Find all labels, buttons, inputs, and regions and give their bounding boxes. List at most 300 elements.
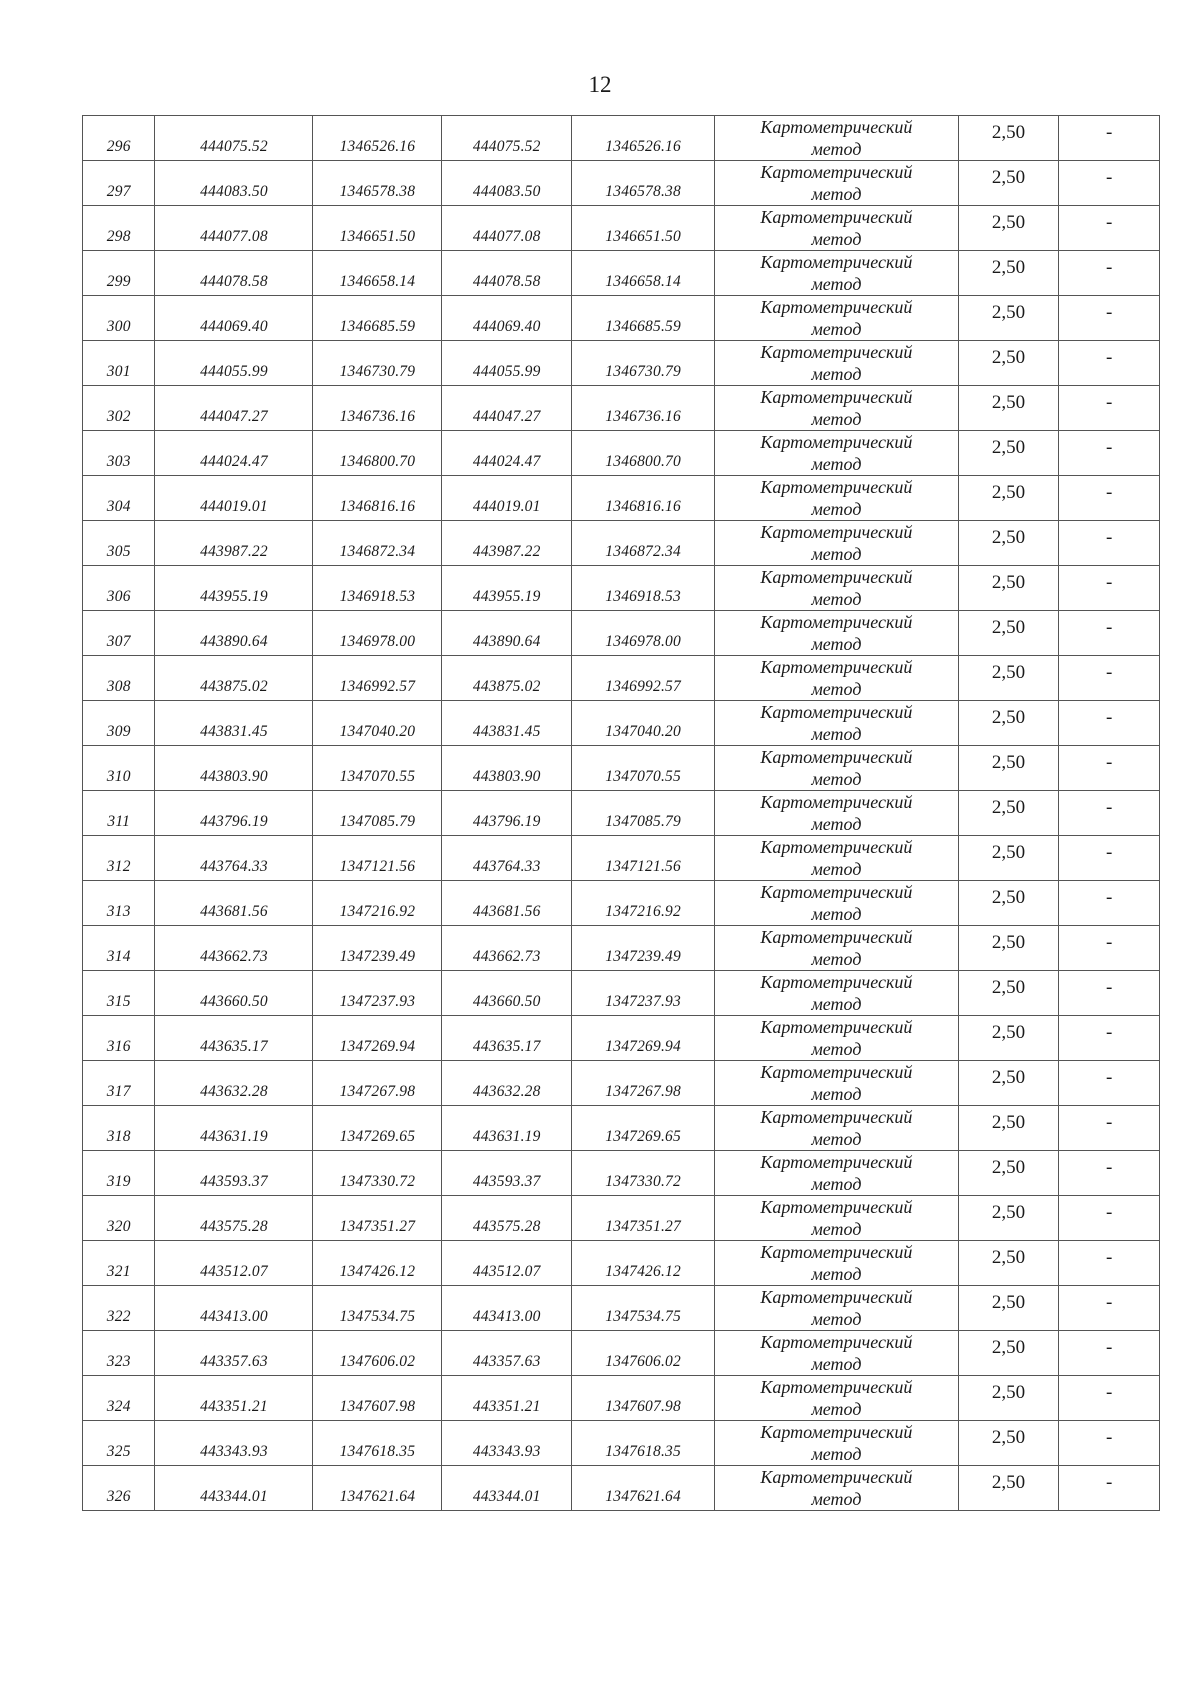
accuracy-cell: 2,50 (958, 476, 1059, 521)
method-line-1: Картометрический (760, 792, 913, 812)
method-line-2: метод (811, 1129, 862, 1149)
point-number-cell: 300 (83, 296, 155, 341)
description-cell: - (1059, 251, 1160, 296)
table-row (83, 431, 1160, 476)
method-line-1: Картометрический (760, 522, 913, 542)
x-old-cell: 444024.47 (155, 431, 313, 476)
table-row (83, 791, 1160, 836)
accuracy-cell: 2,50 (958, 836, 1059, 881)
y-old-cell: 1347618.35 (313, 1421, 442, 1466)
method-cell (715, 1421, 959, 1466)
method-cell (715, 206, 959, 251)
method-line-1: Картометрический (760, 702, 913, 722)
accuracy-cell: 2,50 (958, 881, 1059, 926)
method-line-2: метод (811, 1444, 862, 1464)
method-line-2: метод (811, 1219, 862, 1239)
x-new-cell: 444024.47 (442, 431, 572, 476)
accuracy-cell: 2,50 (958, 1286, 1059, 1331)
method-line-2: метод (811, 1084, 862, 1104)
x-new-cell: 443575.28 (442, 1196, 572, 1241)
x-new-cell: 443593.37 (442, 1151, 572, 1196)
accuracy-cell: 2,50 (958, 971, 1059, 1016)
method-line-1: Картометрический (760, 387, 913, 407)
description-cell: - (1059, 1376, 1160, 1421)
accuracy-cell: 2,50 (958, 656, 1059, 701)
method-line-2: метод (811, 904, 862, 924)
y-new-cell: 1347237.93 (572, 971, 715, 1016)
description-cell: - (1059, 161, 1160, 206)
method-cell (715, 746, 959, 791)
x-old-cell: 443631.19 (155, 1106, 313, 1151)
method-cell (715, 971, 959, 1016)
x-old-cell: 443955.19 (155, 566, 313, 611)
x-old-cell: 444047.27 (155, 386, 313, 431)
x-new-cell: 443955.19 (442, 566, 572, 611)
x-old-cell: 443681.56 (155, 881, 313, 926)
method-line-2: метод (811, 319, 862, 339)
y-new-cell: 1347239.49 (572, 926, 715, 971)
method-line-1: Картометрический (760, 162, 913, 182)
description-cell: - (1059, 1151, 1160, 1196)
method-line-1: Картометрический (760, 747, 913, 767)
method-cell (715, 611, 959, 656)
point-number-cell: 316 (83, 1016, 155, 1061)
y-new-cell: 1346651.50 (572, 206, 715, 251)
method-line-1: Картометрический (760, 1017, 913, 1037)
method-line-2: метод (811, 1489, 862, 1509)
method-cell (715, 431, 959, 476)
method-line-2: метод (811, 769, 862, 789)
point-number-cell: 298 (83, 206, 155, 251)
method-line-1: Картометрический (760, 117, 913, 137)
accuracy-cell: 2,50 (958, 791, 1059, 836)
y-old-cell: 1347070.55 (313, 746, 442, 791)
point-number-cell: 307 (83, 611, 155, 656)
point-number-cell: 302 (83, 386, 155, 431)
x-new-cell: 443632.28 (442, 1061, 572, 1106)
x-old-cell: 444075.52 (155, 116, 313, 161)
point-number-cell: 321 (83, 1241, 155, 1286)
table-row (83, 1151, 1160, 1196)
point-number-cell: 312 (83, 836, 155, 881)
method-line-1: Картометрический (760, 567, 913, 587)
accuracy-cell: 2,50 (958, 1466, 1059, 1511)
x-new-cell: 443660.50 (442, 971, 572, 1016)
y-new-cell: 1346978.00 (572, 611, 715, 656)
table-row (83, 1016, 1160, 1061)
y-new-cell: 1347040.20 (572, 701, 715, 746)
table-body (83, 116, 1160, 1511)
table-row (83, 1061, 1160, 1106)
x-new-cell: 443357.63 (442, 1331, 572, 1376)
table-row (83, 926, 1160, 971)
description-cell: - (1059, 566, 1160, 611)
method-line-1: Картометрический (760, 1062, 913, 1082)
accuracy-cell: 2,50 (958, 251, 1059, 296)
method-line-2: метод (811, 1039, 862, 1059)
method-line-1: Картометрический (760, 1332, 913, 1352)
method-line-1: Картометрический (760, 882, 913, 902)
point-number-cell: 310 (83, 746, 155, 791)
method-cell (715, 161, 959, 206)
method-line-1: Картометрический (760, 342, 913, 362)
method-line-1: Картометрический (760, 927, 913, 947)
y-old-cell: 1346658.14 (313, 251, 442, 296)
method-line-2: метод (811, 949, 862, 969)
method-line-1: Картометрический (760, 1242, 913, 1262)
y-old-cell: 1346730.79 (313, 341, 442, 386)
y-new-cell: 1347269.65 (572, 1106, 715, 1151)
description-cell: - (1059, 521, 1160, 566)
method-line-2: метод (811, 139, 862, 159)
description-cell: - (1059, 1016, 1160, 1061)
description-cell: - (1059, 1106, 1160, 1151)
y-old-cell: 1347040.20 (313, 701, 442, 746)
method-line-1: Картометрический (760, 1287, 913, 1307)
accuracy-cell: 2,50 (958, 206, 1059, 251)
y-old-cell: 1347239.49 (313, 926, 442, 971)
y-old-cell: 1347621.64 (313, 1466, 442, 1511)
x-old-cell: 443351.21 (155, 1376, 313, 1421)
method-line-1: Картометрический (760, 1107, 913, 1127)
table-row (83, 1196, 1160, 1241)
point-number-cell: 313 (83, 881, 155, 926)
x-old-cell: 443575.28 (155, 1196, 313, 1241)
method-line-1: Картометрический (760, 1197, 913, 1217)
method-cell (715, 1016, 959, 1061)
y-new-cell: 1347085.79 (572, 791, 715, 836)
method-line-2: метод (811, 994, 862, 1014)
description-cell: - (1059, 971, 1160, 1016)
x-old-cell: 443635.17 (155, 1016, 313, 1061)
y-old-cell: 1347426.12 (313, 1241, 442, 1286)
x-old-cell: 444083.50 (155, 161, 313, 206)
description-cell: - (1059, 746, 1160, 791)
accuracy-cell: 2,50 (958, 1196, 1059, 1241)
accuracy-cell: 2,50 (958, 1016, 1059, 1061)
accuracy-cell: 2,50 (958, 1376, 1059, 1421)
x-new-cell: 443413.00 (442, 1286, 572, 1331)
x-new-cell: 444069.40 (442, 296, 572, 341)
x-new-cell: 443831.45 (442, 701, 572, 746)
method-line-1: Картометрический (760, 1467, 913, 1487)
description-cell: - (1059, 926, 1160, 971)
y-old-cell: 1346872.34 (313, 521, 442, 566)
point-number-cell: 309 (83, 701, 155, 746)
x-old-cell: 444055.99 (155, 341, 313, 386)
method-cell (715, 1061, 959, 1106)
point-number-cell: 303 (83, 431, 155, 476)
y-old-cell: 1346918.53 (313, 566, 442, 611)
point-number-cell: 319 (83, 1151, 155, 1196)
x-new-cell: 443890.64 (442, 611, 572, 656)
x-new-cell: 444019.01 (442, 476, 572, 521)
table-row (83, 386, 1160, 431)
method-cell (715, 566, 959, 611)
method-cell (715, 881, 959, 926)
description-cell: - (1059, 836, 1160, 881)
x-new-cell: 444083.50 (442, 161, 572, 206)
method-line-2: метод (811, 229, 862, 249)
point-number-cell: 299 (83, 251, 155, 296)
y-old-cell: 1346992.57 (313, 656, 442, 701)
y-new-cell: 1347216.92 (572, 881, 715, 926)
accuracy-cell: 2,50 (958, 926, 1059, 971)
y-new-cell: 1346578.38 (572, 161, 715, 206)
y-old-cell: 1346736.16 (313, 386, 442, 431)
method-line-2: метод (811, 544, 862, 564)
x-old-cell: 443831.45 (155, 701, 313, 746)
accuracy-cell: 2,50 (958, 341, 1059, 386)
x-old-cell: 443796.19 (155, 791, 313, 836)
description-cell: - (1059, 1241, 1160, 1286)
x-new-cell: 444078.58 (442, 251, 572, 296)
y-old-cell: 1346578.38 (313, 161, 442, 206)
x-old-cell: 443890.64 (155, 611, 313, 656)
page-number: 12 (588, 72, 612, 97)
method-line-1: Картометрический (760, 972, 913, 992)
y-old-cell: 1347237.93 (313, 971, 442, 1016)
description-cell: - (1059, 1331, 1160, 1376)
method-line-2: метод (811, 724, 862, 744)
method-line-2: метод (811, 1264, 862, 1284)
x-new-cell: 444055.99 (442, 341, 572, 386)
x-old-cell: 443413.00 (155, 1286, 313, 1331)
x-new-cell: 443635.17 (442, 1016, 572, 1061)
description-cell: - (1059, 1196, 1160, 1241)
y-new-cell: 1347070.55 (572, 746, 715, 791)
method-cell (715, 1331, 959, 1376)
description-cell: - (1059, 1466, 1160, 1511)
table-row (83, 656, 1160, 701)
x-old-cell: 444019.01 (155, 476, 313, 521)
method-cell (715, 926, 959, 971)
method-cell (715, 1151, 959, 1196)
point-number-cell: 314 (83, 926, 155, 971)
accuracy-cell: 2,50 (958, 431, 1059, 476)
y-new-cell: 1347351.27 (572, 1196, 715, 1241)
method-cell (715, 836, 959, 881)
point-number-cell: 322 (83, 1286, 155, 1331)
method-line-1: Картометрический (760, 837, 913, 857)
y-old-cell: 1347330.72 (313, 1151, 442, 1196)
y-old-cell: 1347606.02 (313, 1331, 442, 1376)
table-row (83, 611, 1160, 656)
y-new-cell: 1346918.53 (572, 566, 715, 611)
description-cell: - (1059, 296, 1160, 341)
method-cell (715, 341, 959, 386)
method-cell (715, 521, 959, 566)
y-new-cell: 1346685.59 (572, 296, 715, 341)
method-line-2: метод (811, 364, 862, 384)
accuracy-cell: 2,50 (958, 116, 1059, 161)
table-row (83, 1241, 1160, 1286)
table-row (83, 1106, 1160, 1151)
x-old-cell: 443344.01 (155, 1466, 313, 1511)
method-line-2: метод (811, 859, 862, 879)
table-row (83, 1421, 1160, 1466)
x-new-cell: 443662.73 (442, 926, 572, 971)
y-new-cell: 1347607.98 (572, 1376, 715, 1421)
coordinates-table (82, 115, 1160, 1511)
point-number-cell: 326 (83, 1466, 155, 1511)
accuracy-cell: 2,50 (958, 746, 1059, 791)
y-old-cell: 1347269.94 (313, 1016, 442, 1061)
table-row (83, 566, 1160, 611)
y-new-cell: 1347269.94 (572, 1016, 715, 1061)
method-cell (715, 251, 959, 296)
y-old-cell: 1347534.75 (313, 1286, 442, 1331)
y-old-cell: 1347351.27 (313, 1196, 442, 1241)
y-new-cell: 1347621.64 (572, 1466, 715, 1511)
table-row (83, 836, 1160, 881)
method-line-2: метод (811, 1399, 862, 1419)
method-line-2: метод (811, 1174, 862, 1194)
y-new-cell: 1346526.16 (572, 116, 715, 161)
y-old-cell: 1347607.98 (313, 1376, 442, 1421)
y-old-cell: 1346816.16 (313, 476, 442, 521)
table-row (83, 476, 1160, 521)
x-old-cell: 443803.90 (155, 746, 313, 791)
table-row (83, 1331, 1160, 1376)
method-line-1: Картометрический (760, 1152, 913, 1172)
x-old-cell: 443512.07 (155, 1241, 313, 1286)
description-cell: - (1059, 611, 1160, 656)
method-line-1: Картометрический (760, 297, 913, 317)
method-cell (715, 1241, 959, 1286)
x-new-cell: 443803.90 (442, 746, 572, 791)
point-number-cell: 308 (83, 656, 155, 701)
method-line-2: метод (811, 1354, 862, 1374)
description-cell: - (1059, 206, 1160, 251)
x-new-cell: 443351.21 (442, 1376, 572, 1421)
method-cell (715, 1106, 959, 1151)
point-number-cell: 296 (83, 116, 155, 161)
y-new-cell: 1346730.79 (572, 341, 715, 386)
x-new-cell: 443631.19 (442, 1106, 572, 1151)
accuracy-cell: 2,50 (958, 161, 1059, 206)
method-cell (715, 116, 959, 161)
point-number-cell: 315 (83, 971, 155, 1016)
y-new-cell: 1347606.02 (572, 1331, 715, 1376)
x-old-cell: 443357.63 (155, 1331, 313, 1376)
y-new-cell: 1346992.57 (572, 656, 715, 701)
x-old-cell: 443632.28 (155, 1061, 313, 1106)
y-new-cell: 1347121.56 (572, 836, 715, 881)
accuracy-cell: 2,50 (958, 386, 1059, 431)
point-number-cell: 305 (83, 521, 155, 566)
method-line-2: метод (811, 184, 862, 204)
method-line-2: метод (811, 634, 862, 654)
table-row (83, 881, 1160, 926)
y-old-cell: 1346685.59 (313, 296, 442, 341)
point-number-cell: 323 (83, 1331, 155, 1376)
y-old-cell: 1347267.98 (313, 1061, 442, 1106)
method-cell (715, 1466, 959, 1511)
table-row (83, 251, 1160, 296)
y-new-cell: 1347330.72 (572, 1151, 715, 1196)
x-new-cell: 444075.52 (442, 116, 572, 161)
y-new-cell: 1347534.75 (572, 1286, 715, 1331)
method-cell (715, 791, 959, 836)
method-line-1: Картометрический (760, 252, 913, 272)
point-number-cell: 301 (83, 341, 155, 386)
method-cell (715, 656, 959, 701)
method-line-1: Картометрический (760, 612, 913, 632)
accuracy-cell: 2,50 (958, 701, 1059, 746)
point-number-cell: 320 (83, 1196, 155, 1241)
method-cell (715, 1376, 959, 1421)
table-row (83, 116, 1160, 161)
point-number-cell: 304 (83, 476, 155, 521)
method-cell (715, 1286, 959, 1331)
point-number-cell: 297 (83, 161, 155, 206)
description-cell: - (1059, 791, 1160, 836)
method-line-1: Картометрический (760, 1377, 913, 1397)
table-row (83, 1376, 1160, 1421)
y-old-cell: 1347269.65 (313, 1106, 442, 1151)
y-old-cell: 1346800.70 (313, 431, 442, 476)
x-old-cell: 444077.08 (155, 206, 313, 251)
x-new-cell: 443343.93 (442, 1421, 572, 1466)
method-line-1: Картометрический (760, 432, 913, 452)
x-old-cell: 443764.33 (155, 836, 313, 881)
method-line-2: метод (811, 274, 862, 294)
description-cell: - (1059, 1421, 1160, 1466)
table-row (83, 161, 1160, 206)
method-line-2: метод (811, 1309, 862, 1329)
x-old-cell: 443875.02 (155, 656, 313, 701)
description-cell: - (1059, 881, 1160, 926)
accuracy-cell: 2,50 (958, 1106, 1059, 1151)
y-old-cell: 1346526.16 (313, 116, 442, 161)
accuracy-cell: 2,50 (958, 1061, 1059, 1106)
x-new-cell: 443764.33 (442, 836, 572, 881)
accuracy-cell: 2,50 (958, 1151, 1059, 1196)
x-new-cell: 444077.08 (442, 206, 572, 251)
x-old-cell: 444078.58 (155, 251, 313, 296)
y-new-cell: 1346872.34 (572, 521, 715, 566)
method-line-1: Картометрический (760, 207, 913, 227)
table-row (83, 746, 1160, 791)
y-new-cell: 1346800.70 (572, 431, 715, 476)
accuracy-cell: 2,50 (958, 611, 1059, 656)
table-row (83, 1466, 1160, 1511)
x-old-cell: 443987.22 (155, 521, 313, 566)
accuracy-cell: 2,50 (958, 566, 1059, 611)
description-cell: - (1059, 1061, 1160, 1106)
x-old-cell: 443660.50 (155, 971, 313, 1016)
description-cell: - (1059, 386, 1160, 431)
method-cell (715, 701, 959, 746)
x-new-cell: 444047.27 (442, 386, 572, 431)
method-line-2: метод (811, 499, 862, 519)
method-line-1: Картометрический (760, 657, 913, 677)
y-old-cell: 1346978.00 (313, 611, 442, 656)
x-old-cell: 443662.73 (155, 926, 313, 971)
method-line-1: Картометрический (760, 1422, 913, 1442)
y-new-cell: 1347267.98 (572, 1061, 715, 1106)
x-new-cell: 443344.01 (442, 1466, 572, 1511)
method-line-2: метод (811, 454, 862, 474)
description-cell: - (1059, 431, 1160, 476)
point-number-cell: 325 (83, 1421, 155, 1466)
method-cell (715, 476, 959, 521)
method-cell (715, 1196, 959, 1241)
method-cell (715, 386, 959, 431)
accuracy-cell: 2,50 (958, 521, 1059, 566)
x-new-cell: 443987.22 (442, 521, 572, 566)
